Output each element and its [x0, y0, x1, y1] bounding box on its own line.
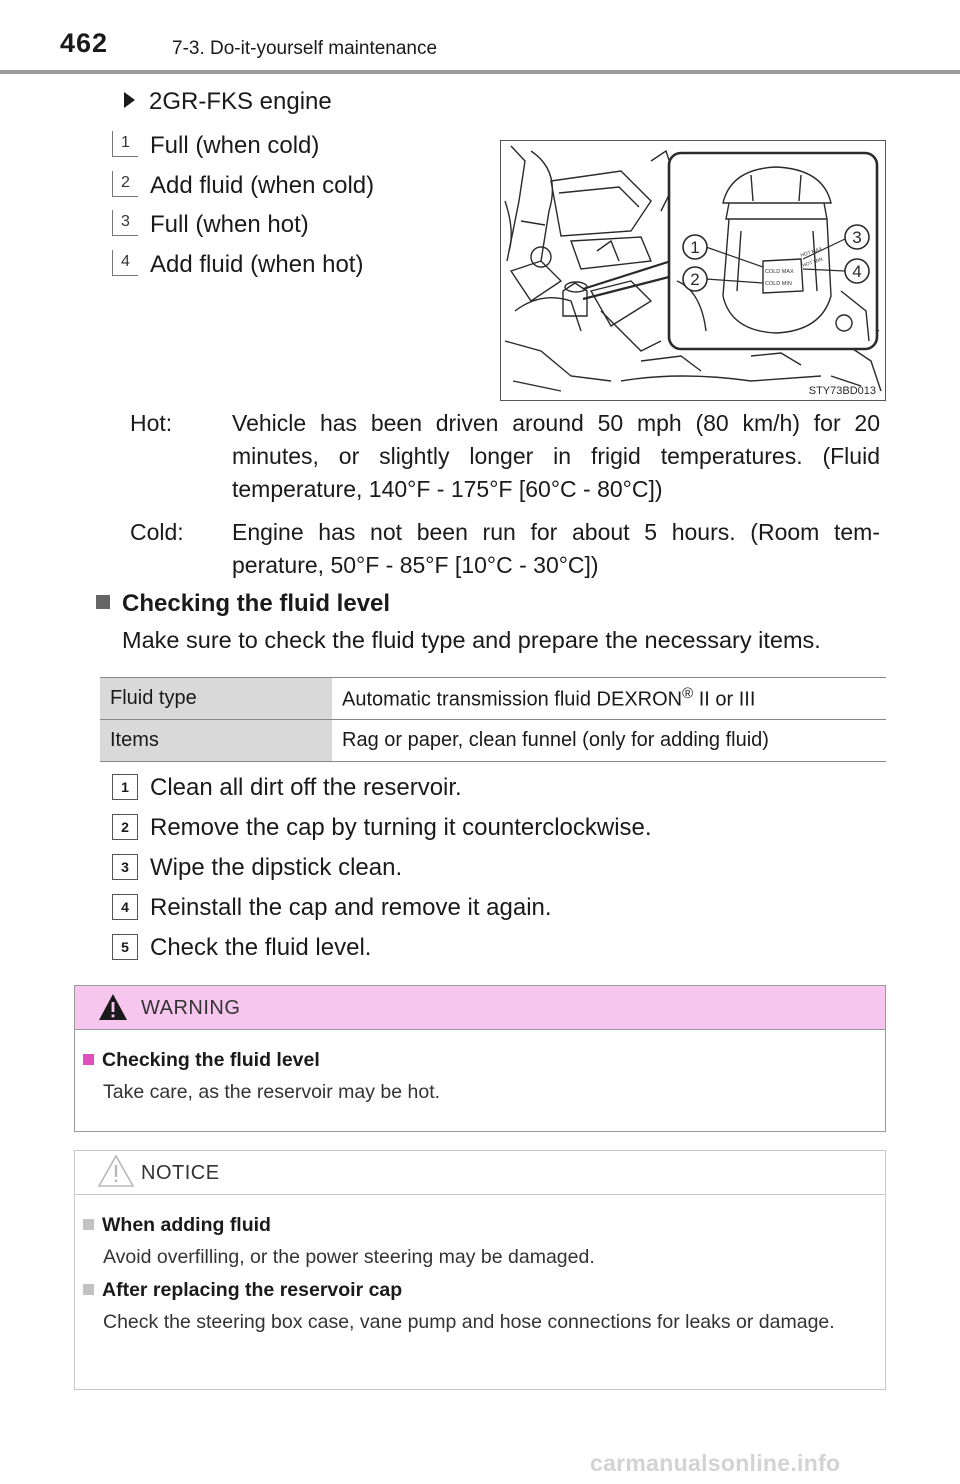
step-number: 5: [112, 934, 138, 960]
legend-number: 3: [112, 210, 138, 236]
step-number: 2: [112, 814, 138, 840]
hot-max-mark: HOT MAX: [799, 246, 824, 259]
legend-text: Add fluid (when cold): [150, 172, 375, 199]
engine-label: [124, 88, 332, 116]
triangle-bullet-icon: [124, 92, 135, 108]
step-number: 3: [112, 854, 138, 880]
warning-title-text: Checking the fluid level: [102, 1049, 320, 1071]
legend-number: 1: [112, 131, 138, 157]
table-value-text: II or III: [693, 688, 756, 711]
cold-condition: [0, 516, 960, 586]
warning-header: [75, 986, 885, 1030]
page-header: [0, 0, 960, 78]
warning-label: WARNING: [141, 997, 241, 1019]
square-bullet-icon: [83, 1284, 94, 1295]
figure-code: STY73BD013: [808, 385, 876, 397]
square-bullet-icon: [83, 1219, 94, 1230]
callout-2: 2: [690, 270, 700, 289]
step-text: Remove the cap by turning it counterclockwise.: [150, 814, 652, 841]
notice-item2-title: After replacing the reservoir cap: [102, 1279, 403, 1301]
table-key: Items: [100, 720, 332, 762]
notice-item-title: [83, 1279, 402, 1302]
callout-4: 4: [852, 262, 862, 281]
header-rule: [0, 70, 960, 74]
cold-max-mark: COLD MAX: [765, 269, 794, 275]
callout-3: 3: [852, 228, 862, 247]
table-value-text: Automatic transmission fluid DEXRON: [342, 688, 683, 711]
notice-item-body: Avoid overfilling, or the power steering may be damaged.: [103, 1246, 595, 1268]
callout-1: 1: [690, 238, 700, 257]
cold-label: Cold:: [130, 519, 184, 545]
section-heading: [96, 590, 390, 618]
hot-label: Hot:: [130, 410, 173, 436]
step-text: Check the fluid level.: [150, 934, 372, 961]
step-number: 4: [112, 894, 138, 920]
warning-item-title: [83, 1049, 320, 1072]
table-value: [332, 678, 886, 720]
reservoir-illustration: [500, 140, 886, 401]
warning-item-body: Take care, as the reservoir may be hot.: [103, 1081, 441, 1103]
notice-item-body: Check the steering box case, vane pump and hose connections for leaks or damage.: [103, 1311, 835, 1333]
table-key: Fluid type: [100, 678, 332, 720]
legend-text: Add fluid (when hot): [150, 251, 364, 278]
table-row: [100, 678, 886, 720]
page-number: 462: [60, 28, 109, 58]
section-heading-text: Checking the fluid level: [122, 590, 391, 617]
legend-text: Full (when hot): [150, 211, 309, 238]
notice-item1-title: When adding fluid: [102, 1214, 271, 1236]
watermark: carmanualsonline.info: [590, 1450, 841, 1476]
section-title: 7-3. Do-it-yourself maintenance: [172, 38, 438, 59]
notice-item-title: [83, 1214, 271, 1237]
notice-header: [75, 1151, 885, 1195]
cold-text-line-2: perature, 50°F - 85°F [10°C - 30°C]): [232, 552, 599, 578]
square-bullet-icon: [83, 1054, 94, 1065]
hot-min-mark: HOT MIN: [801, 256, 824, 269]
table-value: Rag or paper, clean funnel (only for adding fluid): [332, 720, 886, 762]
intro-text: Make sure to check the fluid type and prepare the necessary items.: [122, 627, 821, 653]
warning-box: [74, 985, 886, 1132]
registered-mark: ®: [682, 685, 694, 703]
hot-condition: [0, 407, 960, 511]
legend-number: 2: [112, 171, 138, 197]
caution-triangle-icon: [97, 1154, 135, 1188]
legend-text: Full (when cold): [150, 132, 320, 159]
notice-label: NOTICE: [141, 1162, 220, 1184]
step-text: Clean all dirt off the reservoir.: [150, 774, 462, 801]
legend-number: 4: [112, 250, 138, 276]
table-row: [100, 720, 886, 762]
step-text: Reinstall the cap and remove it again.: [150, 894, 552, 921]
notice-box: [74, 1150, 886, 1390]
fluid-spec-table: [100, 677, 886, 762]
engine-text: 2GR-FKS engine: [149, 88, 332, 115]
cold-text-line-1: Engine has not been run for about 5 hours. (Room tem-: [232, 519, 880, 545]
square-bullet-icon: [96, 595, 110, 609]
engine-bay-drawing: [501, 141, 885, 400]
step-text: Wipe the dipstick clean.: [150, 854, 403, 881]
warning-triangle-icon: [97, 992, 129, 1022]
step-number: 1: [112, 774, 138, 800]
cold-min-mark: COLD MIN: [765, 281, 792, 287]
hot-text: Vehicle has been driven around 50 mph (80 km/h) for 20 minutes, or slightly longer in frigid temperatures. (Fluid temperature, 140°F - 175°F [60°C - 80°C]): [232, 410, 880, 502]
